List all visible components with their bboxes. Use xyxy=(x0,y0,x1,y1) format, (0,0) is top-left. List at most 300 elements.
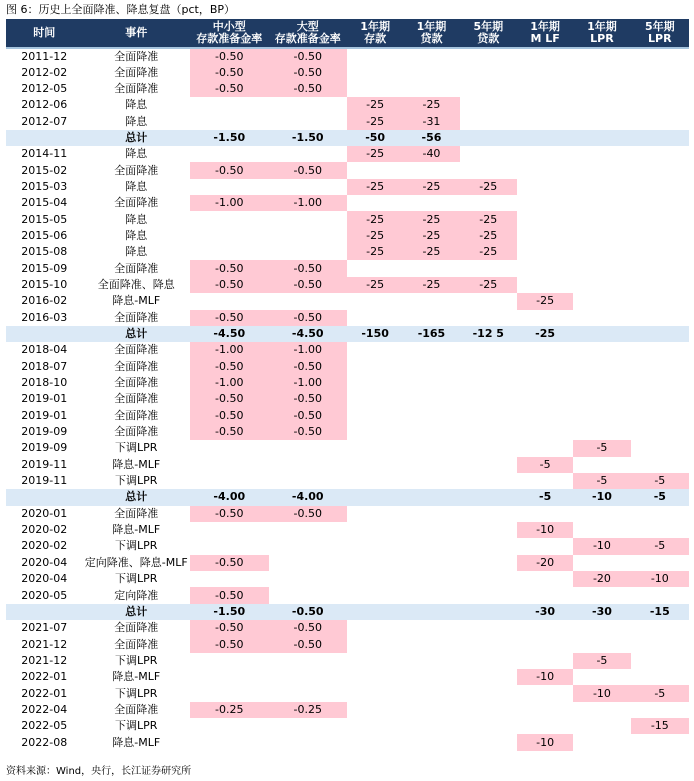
cell-time: 2019-11 xyxy=(21,457,68,471)
cell-1y-mlf xyxy=(517,97,573,113)
cell-1y-deposit xyxy=(347,702,403,718)
cell-large-rrr: -0.25 xyxy=(269,702,347,718)
cell-1y-deposit xyxy=(347,391,403,407)
cell-time: 2020-05 xyxy=(21,588,68,602)
cell-1y-deposit: -25 xyxy=(347,277,403,293)
cell-1y-mlf xyxy=(517,685,573,701)
cell-event: 全面降准 xyxy=(114,261,159,275)
cell-event: 全面降准 xyxy=(114,392,159,406)
cell-1y-deposit: -25 xyxy=(347,97,403,113)
table-row xyxy=(6,718,689,734)
cell-small-rrr: -1.00 xyxy=(190,375,268,391)
cell-1y-lpr xyxy=(573,506,630,522)
cell-1y-lpr xyxy=(573,734,630,750)
cell-time: 2022-08 xyxy=(21,735,68,749)
column-header-large-rrr: 大型 存款准备金率 xyxy=(269,19,347,48)
cell-large-rrr xyxy=(269,555,347,571)
cell-5y-loan xyxy=(460,669,517,685)
table-row xyxy=(6,555,689,571)
cell-1y-deposit xyxy=(347,195,403,211)
cell-5y-lpr xyxy=(631,522,689,538)
cell-1y-loan xyxy=(403,620,459,636)
cell-1y-mlf: -25 xyxy=(535,327,556,341)
cell-5y-lpr xyxy=(631,81,689,97)
cell-event: 全面降准 xyxy=(114,49,159,63)
cell-small-rrr: -0.50 xyxy=(190,555,268,571)
cell-time xyxy=(6,489,82,505)
cell-1y-loan xyxy=(403,48,459,64)
cell-1y-lpr xyxy=(573,162,630,178)
cell-time: 2020-02 xyxy=(21,523,68,537)
cell-event: 降息 xyxy=(125,114,148,128)
cell-time: 2022-04 xyxy=(21,702,68,716)
cell-5y-loan xyxy=(460,587,517,603)
cell-5y-lpr xyxy=(631,179,689,195)
cell-1y-mlf xyxy=(517,620,573,636)
cell-5y-lpr: -10 xyxy=(631,571,689,587)
total-row xyxy=(6,489,689,505)
cell-1y-lpr xyxy=(573,64,630,80)
cell-5y-lpr: -15 xyxy=(631,718,689,734)
cell-event: 总计 xyxy=(125,490,148,504)
cell-1y-deposit: -25 xyxy=(347,228,403,244)
cell-5y-loan: -25 xyxy=(460,228,517,244)
cell-event: 降息 xyxy=(125,228,148,242)
cell-small-rrr: -0.25 xyxy=(190,702,268,718)
cell-5y-lpr xyxy=(631,506,689,522)
cell-5y-loan xyxy=(460,162,517,178)
cell-5y-lpr xyxy=(631,195,689,211)
cell-1y-deposit: -25 xyxy=(347,146,403,162)
column-header-event: 事件 xyxy=(82,19,190,48)
total-row xyxy=(6,326,689,342)
cell-5y-loan xyxy=(460,685,517,701)
cell-5y-lpr: -5 xyxy=(631,685,689,701)
cell-5y-loan xyxy=(460,604,517,620)
cell-event: 降息-MLF xyxy=(112,457,161,471)
cell-small-rrr: -0.50 xyxy=(190,636,268,652)
cell-1y-deposit xyxy=(347,473,403,489)
cell-1y-lpr xyxy=(573,326,630,342)
cell-1y-loan xyxy=(403,81,459,97)
table-row xyxy=(6,538,689,554)
cell-5y-loan xyxy=(460,310,517,326)
cell-1y-lpr xyxy=(573,391,630,407)
table-row xyxy=(6,244,689,260)
cell-5y-loan xyxy=(460,620,517,636)
cell-1y-deposit xyxy=(347,375,403,391)
cell-5y-lpr xyxy=(631,130,689,146)
cell-5y-loan xyxy=(460,506,517,522)
cell-1y-mlf xyxy=(517,636,573,652)
table-row xyxy=(6,293,689,309)
cell-large-rrr: -0.50 xyxy=(269,162,347,178)
cell-time: 2020-04 xyxy=(21,572,68,586)
cell-1y-mlf xyxy=(517,718,573,734)
cell-5y-lpr xyxy=(631,211,689,227)
table-row xyxy=(6,685,689,701)
cell-5y-loan xyxy=(460,718,517,734)
cell-large-rrr: -0.50 xyxy=(269,391,347,407)
cell-large-rrr: -0.50 xyxy=(269,310,347,326)
cell-1y-lpr xyxy=(573,702,630,718)
cell-1y-loan: -25 xyxy=(403,211,459,227)
cell-1y-loan xyxy=(403,457,459,473)
cell-5y-loan xyxy=(460,636,517,652)
cell-1y-lpr xyxy=(573,636,630,652)
cell-time: 2020-02 xyxy=(21,539,68,553)
cell-time: 2021-12 xyxy=(21,637,68,651)
cell-event: 降息 xyxy=(125,147,148,161)
cell-large-rrr: -0.50 xyxy=(291,604,324,618)
cell-event: 降息-MLF xyxy=(112,670,161,684)
cell-1y-deposit xyxy=(347,587,403,603)
cell-5y-loan xyxy=(460,195,517,211)
cell-event: 降息-MLF xyxy=(112,294,161,308)
cell-time xyxy=(6,604,82,620)
cell-small-rrr: -0.50 xyxy=(190,359,268,375)
cell-5y-loan xyxy=(460,146,517,162)
cell-1y-deposit xyxy=(347,359,403,375)
cell-1y-lpr xyxy=(573,457,630,473)
cell-large-rrr xyxy=(269,571,347,587)
cell-event: 全面降准 xyxy=(114,621,159,635)
cell-1y-loan xyxy=(403,440,459,456)
cell-time: 2019-01 xyxy=(21,392,68,406)
cell-time: 2011-12 xyxy=(21,49,68,63)
cell-1y-mlf xyxy=(517,64,573,80)
table-row xyxy=(6,440,689,456)
cell-1y-deposit xyxy=(347,81,403,97)
cell-1y-loan xyxy=(403,375,459,391)
cell-small-rrr: -1.50 xyxy=(213,604,246,618)
cell-small-rrr xyxy=(190,244,268,260)
cell-large-rrr: -0.50 xyxy=(269,636,347,652)
cell-small-rrr: -0.50 xyxy=(190,277,268,293)
cell-event: 全面降准 xyxy=(114,637,159,651)
cell-1y-lpr: -5 xyxy=(573,473,630,489)
cell-5y-lpr xyxy=(631,342,689,358)
cell-large-rrr xyxy=(269,113,347,129)
cell-1y-loan xyxy=(403,734,459,750)
cell-5y-lpr xyxy=(631,146,689,162)
cell-1y-loan xyxy=(403,506,459,522)
cell-1y-deposit xyxy=(347,669,403,685)
cell-1y-loan xyxy=(403,391,459,407)
cell-1y-mlf xyxy=(517,702,573,718)
cell-large-rrr: -1.00 xyxy=(269,375,347,391)
cell-5y-loan xyxy=(460,97,517,113)
cell-1y-deposit xyxy=(347,604,403,620)
cell-1y-loan xyxy=(403,718,459,734)
cell-1y-deposit xyxy=(347,734,403,750)
cell-time: 2014-11 xyxy=(21,147,68,161)
cell-small-rrr: -1.00 xyxy=(190,342,268,358)
cell-1y-deposit: -50 xyxy=(365,130,386,144)
table-row xyxy=(6,113,689,129)
table-row xyxy=(6,228,689,244)
cell-large-rrr: -1.50 xyxy=(291,130,324,144)
table-row xyxy=(6,179,689,195)
table-row xyxy=(6,97,689,113)
table-row xyxy=(6,162,689,178)
table-row xyxy=(6,375,689,391)
cell-time: 2019-09 xyxy=(21,441,68,455)
cell-5y-lpr xyxy=(631,244,689,260)
cell-5y-lpr xyxy=(631,587,689,603)
cell-event: 全面降准 xyxy=(114,425,159,439)
column-header-small-rrr: 中小型 存款准备金率 xyxy=(190,19,268,48)
cell-1y-mlf xyxy=(517,473,573,489)
table-row xyxy=(6,342,689,358)
cell-5y-lpr: -5 xyxy=(631,538,689,554)
cell-time: 2019-01 xyxy=(21,408,68,422)
cell-5y-loan: -25 xyxy=(460,179,517,195)
table-header-row xyxy=(6,19,689,48)
cell-large-rrr xyxy=(269,473,347,489)
table-row xyxy=(6,195,689,211)
cell-5y-loan xyxy=(460,538,517,554)
cell-5y-loan xyxy=(460,457,517,473)
cell-small-rrr: -0.50 xyxy=(190,587,268,603)
cell-1y-deposit xyxy=(347,718,403,734)
column-header-time: 时间 xyxy=(6,19,82,48)
cell-1y-lpr xyxy=(573,244,630,260)
cell-5y-lpr xyxy=(631,391,689,407)
cell-event: 降息-MLF xyxy=(112,735,161,749)
cell-time: 2015-06 xyxy=(21,228,68,242)
cell-1y-lpr: -30 xyxy=(592,604,612,618)
cell-event: 全面降准 xyxy=(114,343,159,357)
cell-5y-loan: -12 5 xyxy=(472,327,504,341)
cell-event: 降息 xyxy=(125,179,148,193)
cell-1y-deposit xyxy=(347,162,403,178)
column-header-5y-lpr: 5年期 LPR xyxy=(631,19,689,48)
cell-5y-loan xyxy=(460,571,517,587)
cell-time: 2015-02 xyxy=(21,163,68,177)
cell-1y-lpr xyxy=(573,375,630,391)
cell-1y-loan: -40 xyxy=(403,146,459,162)
cell-5y-loan: -25 xyxy=(460,244,517,260)
cell-1y-mlf: -30 xyxy=(535,604,556,618)
cell-1y-lpr xyxy=(573,81,630,97)
cell-1y-mlf xyxy=(517,244,573,260)
cell-small-rrr xyxy=(190,685,268,701)
cell-small-rrr xyxy=(190,653,268,669)
cell-1y-mlf xyxy=(517,260,573,276)
cell-event: 全面降准 xyxy=(114,702,159,716)
cell-1y-mlf xyxy=(517,408,573,424)
column-header-5y-loan: 5年期 贷款 xyxy=(460,19,517,48)
cell-large-rrr: -1.00 xyxy=(269,342,347,358)
cell-small-rrr xyxy=(190,440,268,456)
cell-1y-mlf xyxy=(517,342,573,358)
cell-5y-loan xyxy=(460,130,517,146)
cell-event: 全面降准 xyxy=(114,196,159,210)
cell-5y-lpr: -5 xyxy=(653,490,666,504)
cell-small-rrr: -0.50 xyxy=(190,620,268,636)
cell-large-rrr: -1.00 xyxy=(269,195,347,211)
cell-1y-loan xyxy=(403,702,459,718)
cell-1y-lpr xyxy=(573,97,630,113)
cell-5y-loan xyxy=(460,734,517,750)
table-row xyxy=(6,473,689,489)
cell-5y-lpr xyxy=(631,260,689,276)
cell-time: 2018-07 xyxy=(21,359,68,373)
cell-1y-loan xyxy=(403,408,459,424)
cell-1y-loan: -25 xyxy=(403,97,459,113)
cell-5y-lpr xyxy=(631,64,689,80)
cell-5y-loan xyxy=(460,702,517,718)
cell-1y-lpr xyxy=(573,620,630,636)
cell-5y-loan xyxy=(460,391,517,407)
cell-1y-loan xyxy=(403,587,459,603)
cell-small-rrr: -0.50 xyxy=(190,424,268,440)
table-row xyxy=(6,310,689,326)
cell-1y-mlf: -20 xyxy=(517,555,573,571)
cell-time: 2020-01 xyxy=(21,506,68,520)
cell-time: 2020-04 xyxy=(21,555,68,569)
cell-1y-loan xyxy=(403,522,459,538)
cell-large-rrr xyxy=(269,146,347,162)
cell-small-rrr xyxy=(190,571,268,587)
table-row xyxy=(6,391,689,407)
cell-large-rrr xyxy=(269,97,347,113)
cell-1y-loan xyxy=(403,571,459,587)
cell-event: 全面降准 xyxy=(114,376,159,390)
cell-1y-deposit xyxy=(347,310,403,326)
cell-1y-lpr xyxy=(573,522,630,538)
table-row xyxy=(6,506,689,522)
cell-1y-lpr: -5 xyxy=(573,653,630,669)
cell-event: 下调LPR xyxy=(115,572,158,586)
cell-large-rrr xyxy=(269,685,347,701)
cell-1y-deposit xyxy=(347,653,403,669)
cell-1y-mlf xyxy=(517,81,573,97)
cell-5y-loan xyxy=(460,522,517,538)
cell-5y-loan xyxy=(460,375,517,391)
total-row xyxy=(6,604,689,620)
cell-1y-lpr: -10 xyxy=(592,490,612,504)
cell-event: 全面降准 xyxy=(114,81,159,95)
cell-1y-mlf xyxy=(517,391,573,407)
cell-small-rrr: -0.50 xyxy=(190,260,268,276)
cell-5y-lpr xyxy=(631,326,689,342)
cell-5y-lpr xyxy=(631,162,689,178)
table-row xyxy=(6,620,689,636)
cell-small-rrr xyxy=(190,211,268,227)
cell-large-rrr xyxy=(269,522,347,538)
cell-1y-loan: -165 xyxy=(417,327,446,341)
cell-1y-deposit xyxy=(347,440,403,456)
cell-small-rrr xyxy=(190,734,268,750)
cell-small-rrr: -0.50 xyxy=(190,162,268,178)
cell-1y-lpr xyxy=(573,228,630,244)
cell-large-rrr: -0.50 xyxy=(269,424,347,440)
cell-1y-loan xyxy=(403,604,459,620)
cell-5y-loan xyxy=(460,440,517,456)
cell-1y-mlf xyxy=(517,506,573,522)
cell-small-rrr xyxy=(190,669,268,685)
cell-1y-deposit xyxy=(347,408,403,424)
cell-event: 降息 xyxy=(125,98,148,112)
cell-5y-lpr xyxy=(631,228,689,244)
cell-time: 2012-06 xyxy=(21,98,68,112)
table-row xyxy=(6,359,689,375)
cell-1y-loan xyxy=(403,669,459,685)
rate-cut-history-table xyxy=(6,19,689,751)
cell-5y-loan: -25 xyxy=(460,277,517,293)
cell-1y-loan xyxy=(403,342,459,358)
cell-small-rrr xyxy=(190,473,268,489)
cell-event: 下调LPR xyxy=(115,441,158,455)
cell-1y-mlf xyxy=(517,113,573,129)
cell-5y-lpr xyxy=(631,375,689,391)
cell-5y-lpr xyxy=(631,702,689,718)
table-row xyxy=(6,81,689,97)
cell-event: 下调LPR xyxy=(115,474,158,488)
cell-time xyxy=(6,326,82,342)
cell-1y-loan xyxy=(403,260,459,276)
cell-5y-loan xyxy=(460,489,517,505)
cell-5y-loan xyxy=(460,653,517,669)
cell-1y-loan xyxy=(403,489,459,505)
table-row xyxy=(6,48,689,64)
cell-1y-lpr: -20 xyxy=(573,571,630,587)
cell-large-rrr: -4.50 xyxy=(291,327,324,341)
cell-1y-loan xyxy=(403,424,459,440)
cell-1y-lpr xyxy=(573,310,630,326)
cell-time: 2019-09 xyxy=(21,425,68,439)
cell-1y-loan xyxy=(403,195,459,211)
cell-1y-deposit: -25 xyxy=(347,211,403,227)
cell-5y-loan xyxy=(460,113,517,129)
cell-large-rrr xyxy=(269,669,347,685)
cell-1y-deposit xyxy=(347,522,403,538)
cell-1y-loan xyxy=(403,636,459,652)
cell-5y-lpr xyxy=(631,734,689,750)
cell-event: 下调LPR xyxy=(115,653,158,667)
cell-1y-mlf: -25 xyxy=(517,293,573,309)
cell-small-rrr: -0.50 xyxy=(190,506,268,522)
cell-1y-loan xyxy=(403,310,459,326)
cell-1y-mlf xyxy=(517,146,573,162)
cell-small-rrr: -4.00 xyxy=(213,490,246,504)
cell-5y-loan xyxy=(460,359,517,375)
cell-small-rrr xyxy=(190,97,268,113)
cell-1y-lpr xyxy=(573,342,630,358)
cell-1y-loan: -25 xyxy=(403,244,459,260)
cell-large-rrr: -0.50 xyxy=(269,359,347,375)
cell-small-rrr xyxy=(190,179,268,195)
cell-5y-loan xyxy=(460,260,517,276)
cell-1y-mlf xyxy=(517,211,573,227)
cell-large-rrr: -0.50 xyxy=(269,64,347,80)
cell-time: 2012-05 xyxy=(21,81,68,95)
cell-1y-lpr: -5 xyxy=(573,440,630,456)
cell-1y-mlf xyxy=(517,538,573,554)
cell-1y-lpr: -10 xyxy=(573,538,630,554)
cell-1y-lpr xyxy=(573,587,630,603)
cell-1y-lpr xyxy=(573,293,630,309)
column-header-1y-loan: 1年期 贷款 xyxy=(403,19,459,48)
cell-1y-deposit xyxy=(347,620,403,636)
cell-5y-lpr xyxy=(631,457,689,473)
cell-5y-lpr xyxy=(631,669,689,685)
cell-1y-mlf xyxy=(517,653,573,669)
cell-large-rrr: -0.50 xyxy=(269,506,347,522)
cell-large-rrr xyxy=(269,457,347,473)
